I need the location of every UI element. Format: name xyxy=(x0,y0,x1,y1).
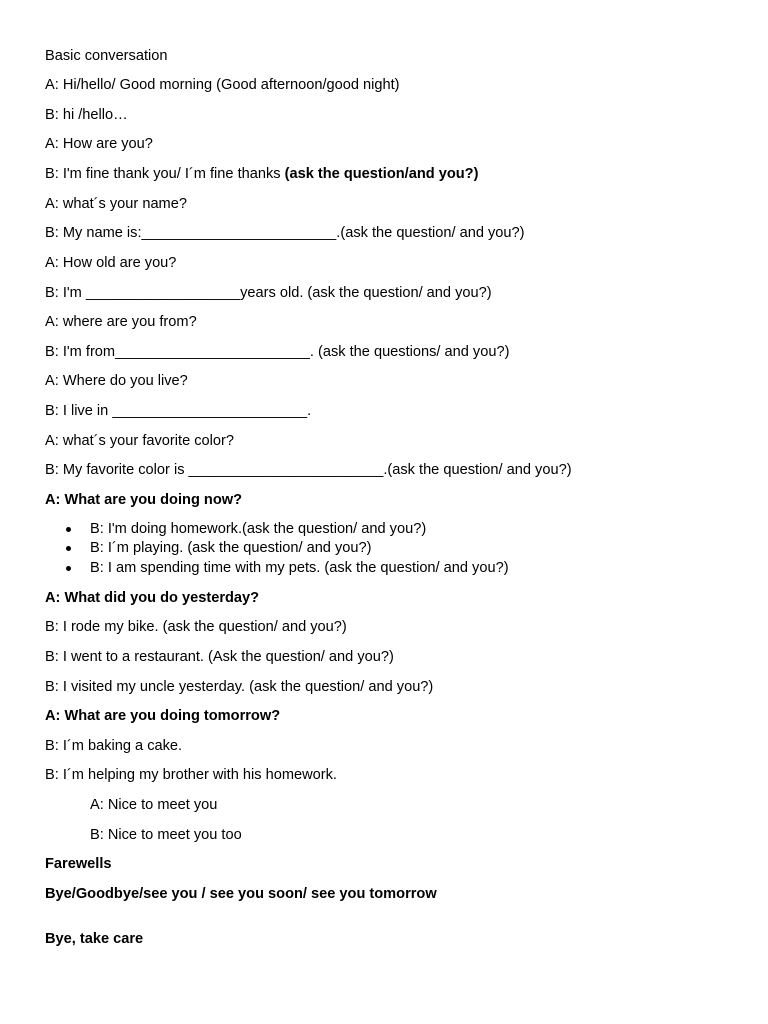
line-tomorrow-b2: B: I´m helping my brother with his homework. xyxy=(45,767,337,783)
line-live-b: B: I live in ________________________. xyxy=(45,403,312,419)
line-color-b: B: My favorite color is ________________________.(ask the question/ and you?) xyxy=(45,462,572,478)
line-howareyou-a: A: How are you? xyxy=(45,136,153,152)
line-from-a: A: where are you from? xyxy=(45,314,197,330)
bullet-dot xyxy=(66,527,71,532)
line-now-a: A: What are you doing now? xyxy=(45,492,243,508)
line-farewells-2: Bye, take care xyxy=(45,931,144,947)
line-from-b: B: I'm from________________________. (ask the questions/ and you?) xyxy=(45,344,510,360)
line-howareyou-b-text: B: I'm fine thank you/ I´m fine thanks xyxy=(45,166,285,182)
line-greet-b: B: hi /hello… xyxy=(45,107,128,123)
line-age-a: A: How old are you? xyxy=(45,255,177,271)
line-meet-b: B: Nice to meet you too xyxy=(90,827,242,843)
line-farewells-1: Bye/Goodbye/see you / see you soon/ see you tomorrow xyxy=(45,886,437,902)
list-item: B: I'm doing homework.(ask the question/ and you?) xyxy=(90,521,427,537)
line-tomorrow-a: A: What are you doing tomorrow? xyxy=(45,708,281,724)
line-howareyou-b xyxy=(45,165,478,183)
list-item: B: I am spending time with my pets. (ask the question/ and you?) xyxy=(90,560,509,576)
document-title: Basic conversation xyxy=(45,48,168,64)
line-color-a: A: what´s your favorite color? xyxy=(45,433,234,449)
line-yesterday-a: A: What did you do yesterday? xyxy=(45,590,260,606)
line-howareyou-b-bold: (ask the question/and you?) xyxy=(284,166,479,182)
line-meet-a: A: Nice to meet you xyxy=(90,797,218,813)
farewells-heading: Farewells xyxy=(45,856,112,872)
list-item: B: I´m playing. (ask the question/ and you?) xyxy=(90,540,372,556)
line-greet-a: A: Hi/hello/ Good morning (Good afternoon/good night) xyxy=(45,77,400,93)
line-yesterday-b3: B: I visited my uncle yesterday. (ask the question/ and you?) xyxy=(45,679,434,695)
line-age-b: B: I'm ___________________years old. (ask the question/ and you?) xyxy=(45,285,492,301)
line-live-a: A: Where do you live? xyxy=(45,373,188,389)
line-name-b: B: My name is:________________________.(ask the question/ and you?) xyxy=(45,225,525,241)
line-tomorrow-b1: B: I´m baking a cake. xyxy=(45,738,183,754)
line-yesterday-b2: B: I went to a restaurant. (Ask the question/ and you?) xyxy=(45,649,394,665)
line-name-a: A: what´s your name? xyxy=(45,196,187,212)
bullet-dot xyxy=(66,566,71,571)
line-yesterday-b1: B: I rode my bike. (ask the question/ and you?) xyxy=(45,619,347,635)
bullet-dot xyxy=(66,546,71,551)
